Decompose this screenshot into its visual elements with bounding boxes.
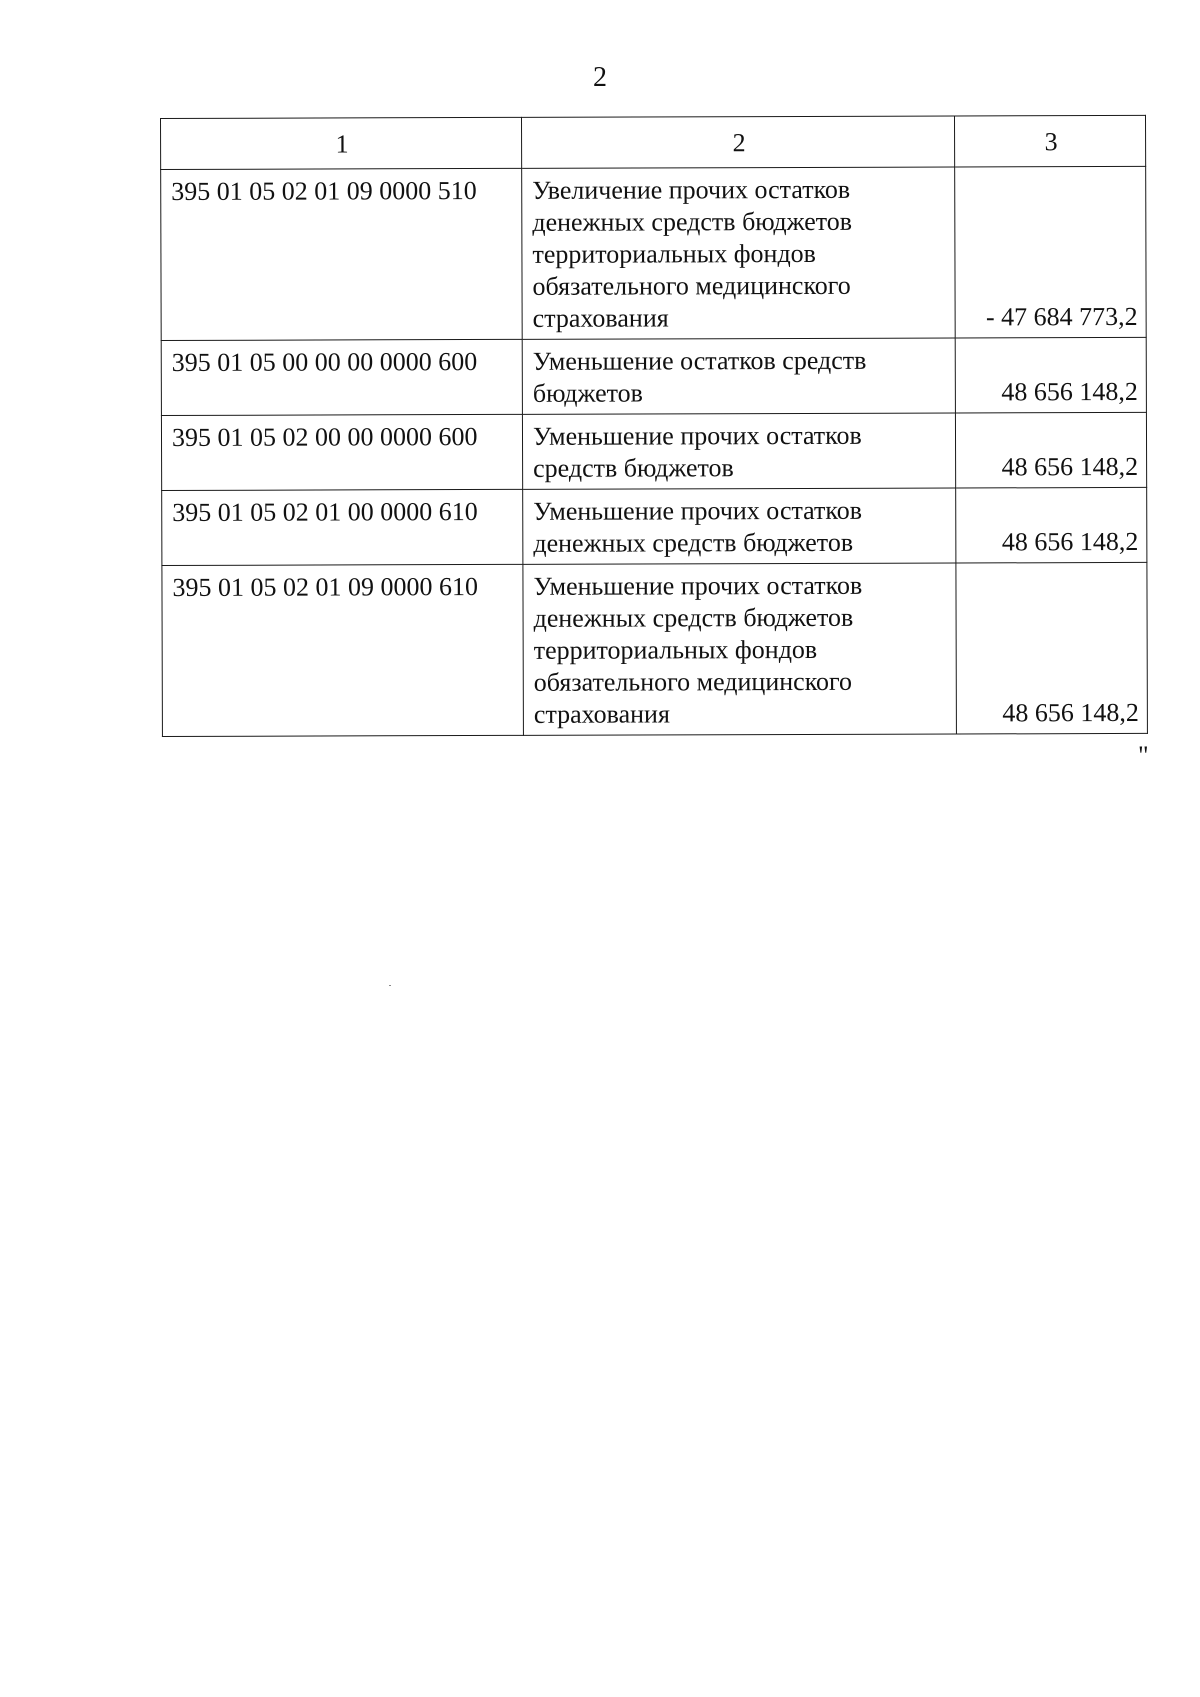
- name-line: обязательного медицинского: [533, 666, 853, 697]
- table-row: [161, 337, 1146, 415]
- name-line: обязательного медицинского: [532, 270, 851, 301]
- closing-quote: ": [1138, 741, 1149, 770]
- name-line: территориальных фондов: [533, 634, 818, 665]
- header-cell-code: 1: [161, 117, 522, 169]
- name-line: денежных средств бюджетов: [533, 527, 854, 558]
- name-line: территориальных фондов: [532, 238, 816, 269]
- name-line: Уменьшение прочих остатков: [533, 570, 863, 601]
- amount-cell: 48 656 148,2: [956, 562, 1148, 734]
- table-header-row: [161, 115, 1146, 169]
- code-cell: 395 01 05 02 00 00 0000 600: [161, 414, 522, 490]
- name-cell: [522, 338, 955, 414]
- name-line: Уменьшение прочих остатков: [532, 420, 862, 451]
- page-number: 2: [593, 62, 607, 93]
- header-cell-name: 2: [521, 116, 954, 168]
- name-line: страхования: [533, 699, 670, 729]
- name-cell: [522, 167, 956, 339]
- name-cell: [523, 488, 956, 564]
- sources-table: [160, 115, 1148, 737]
- name-line: Увеличение прочих остатков: [532, 174, 851, 205]
- amount-cell: - 47 684 773,2: [955, 166, 1147, 338]
- table-row: [162, 562, 1148, 736]
- scan-speck: [389, 985, 391, 986]
- table-row: [161, 166, 1147, 340]
- name-line: бюджетов: [532, 378, 643, 408]
- amount-cell: 48 656 148,2: [956, 487, 1147, 563]
- name-line: денежных средств бюджетов: [532, 206, 853, 237]
- header-cell-amount: 3: [954, 115, 1145, 167]
- table-row: [162, 487, 1147, 565]
- name-line: Уменьшение прочих остатков: [533, 495, 863, 526]
- name-line: Уменьшение остатков средств: [532, 345, 867, 376]
- code-cell: 395 01 05 02 01 09 0000 610: [162, 564, 524, 736]
- amount-cell: 48 656 148,2: [955, 337, 1146, 413]
- code-cell: 395 01 05 00 00 00 0000 600: [161, 339, 522, 415]
- amount-cell: 48 656 148,2: [955, 412, 1146, 488]
- name-line: денежных средств бюджетов: [533, 602, 854, 633]
- code-cell: 395 01 05 02 01 00 0000 610: [162, 489, 523, 565]
- code-cell: 395 01 05 02 01 09 0000 510: [161, 168, 523, 340]
- name-cell: [522, 413, 955, 489]
- name-line: страхования: [532, 303, 669, 333]
- name-cell: [523, 563, 957, 735]
- table-row: [161, 412, 1146, 490]
- name-line: средств бюджетов: [533, 453, 734, 483]
